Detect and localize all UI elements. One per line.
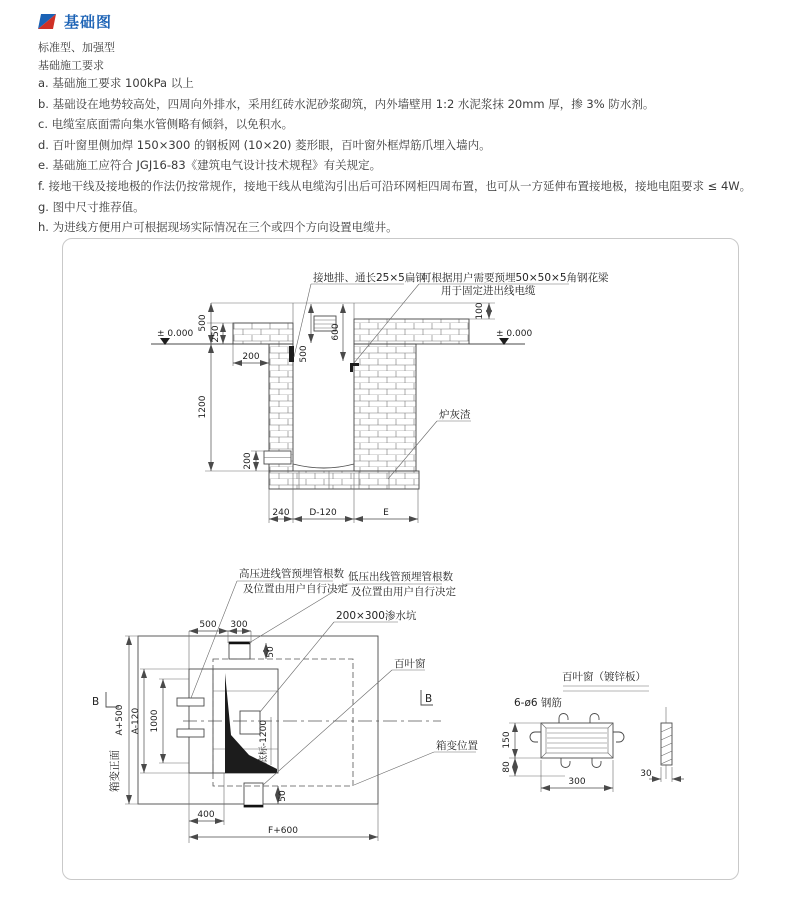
dim-e: E xyxy=(383,508,389,518)
dim-250: 250 xyxy=(211,325,221,343)
page-header xyxy=(38,11,112,32)
dim-500: 500 xyxy=(199,620,217,630)
label-level-right: ± 0.000 xyxy=(496,329,533,339)
dim-50-bottom: 50 xyxy=(278,790,288,802)
intro-block xyxy=(38,39,115,74)
drawings-canvas xyxy=(63,239,738,879)
dim-500-trench: 500 xyxy=(299,345,309,363)
notes-list xyxy=(38,73,751,238)
dim-1200: 1200 xyxy=(198,395,208,419)
page-title: 基础图 xyxy=(64,13,113,31)
label-louver-plan: 百叶窗 xyxy=(394,658,426,670)
drawing-panel xyxy=(62,238,739,880)
dim-100: 100 xyxy=(475,302,485,320)
ground-bar-mark xyxy=(289,346,294,362)
label-hv-1: 高压进线管预埋管根数 xyxy=(239,568,344,580)
dim-50-top: 50 xyxy=(266,646,276,658)
note-d: d. 百叶窗里侧加焊 150×300 的钢板网 (10×20) 菱形眼，百叶窗外框焊筋爪埋入墙内。 xyxy=(38,137,491,152)
label-box-position: 箱变位置 xyxy=(436,740,478,752)
dim-300-louver: 300 xyxy=(568,777,586,787)
label-floor-level: 底标-1200 xyxy=(259,719,269,765)
label-lv-2: 及位置由用户自行决定 xyxy=(351,586,456,598)
dim-a500: A+500 xyxy=(115,704,125,736)
dim-f600: F+600 xyxy=(268,826,298,836)
label-level-left: ± 0.000 xyxy=(157,329,194,339)
plan-view xyxy=(92,567,478,843)
note-a: a. 基础施工要求 100kPa 以上 xyxy=(38,76,194,90)
dim-80: 80 xyxy=(502,761,512,773)
hv-pipe-stub xyxy=(177,698,204,706)
note-g: g. 图中尺寸推荐值。 xyxy=(38,199,145,214)
left-wall-cap xyxy=(233,323,293,344)
note-c: c. 电缆室底面需向集水管侧略有倾斜，以免积水。 xyxy=(38,117,294,132)
dim-200-cap: 200 xyxy=(242,352,260,362)
label-angle-steel-1: 可根据用户需要预埋50×50×5角钢花梁 xyxy=(421,272,609,284)
dim-300: 300 xyxy=(230,620,248,630)
note-e: e. 基础施工应符合 JGJ16-83《建筑电气设计技术规程》有关规定。 xyxy=(38,158,382,173)
dim-500-left: 500 xyxy=(198,314,208,332)
seepage-pit xyxy=(240,711,260,734)
dim-30: 30 xyxy=(640,769,652,779)
bottom-slab xyxy=(269,471,419,489)
louver-title: 百叶窗（镀锌板） xyxy=(562,671,646,683)
label-lv-1: 低压出线管预埋管根数 xyxy=(348,571,453,583)
bottom-pipe-stub xyxy=(244,783,263,807)
label-angle-steel-2: 用于固定进出线电缆 xyxy=(441,285,536,297)
dim-a120: A-120 xyxy=(131,707,141,735)
section-b-right: B xyxy=(425,693,433,705)
trench-floor-curve xyxy=(293,464,354,468)
dim-150: 150 xyxy=(502,731,512,749)
dim-1000: 1000 xyxy=(150,709,160,733)
dim-240: 240 xyxy=(272,508,290,518)
label-rebar: 6-ø6 钢筋 xyxy=(514,697,562,709)
label-box-front: 箱变正面 xyxy=(109,750,121,792)
dim-600: 600 xyxy=(331,323,341,341)
slope-indicator xyxy=(225,673,277,773)
note-f: f. 接地干线及接地极的作法仍按常规作，接地干线从电缆沟引出后可沿环网柜四周布置，也可从一方延伸布置接地极，接地电阻要求 ≤ 4W。 xyxy=(38,178,752,193)
intro-line-2: 基础施工要求 xyxy=(38,58,104,72)
dim-400: 400 xyxy=(197,810,215,820)
top-pipe-stub xyxy=(229,642,250,659)
right-wall-mass xyxy=(354,344,416,471)
louver-detail xyxy=(502,670,684,792)
note-h: h. 为进线方便用户可根据现场实际情况在三个或四个方向设置电缆井。 xyxy=(38,220,398,235)
label-pit: 200×300渗水坑 xyxy=(336,610,417,622)
section-view xyxy=(151,271,609,523)
foundation-pad xyxy=(138,636,378,804)
right-wall-cap xyxy=(354,319,469,344)
intro-line-1: 标准型、加强型 xyxy=(38,41,115,54)
label-hv-2: 及位置由用户自行决定 xyxy=(243,583,348,595)
section-b-left: B xyxy=(92,696,100,708)
dim-d120: D-120 xyxy=(309,508,337,518)
section-marker-icon xyxy=(38,14,56,29)
hv-pipe-stub-2 xyxy=(177,729,204,737)
note-b: b. 基础设在地势较高处，四周向外排水，采用红砖水泥砂浆砌筑，内外墙壁用 1:2 水泥浆抹 20mm 厚，掺 3% 防水剂。 xyxy=(38,96,655,111)
label-ground-bar: 接地排、通长25×5扁钢 xyxy=(313,272,426,284)
label-ash: 炉灰渣 xyxy=(439,409,471,421)
dim-200-sump: 200 xyxy=(243,452,253,470)
